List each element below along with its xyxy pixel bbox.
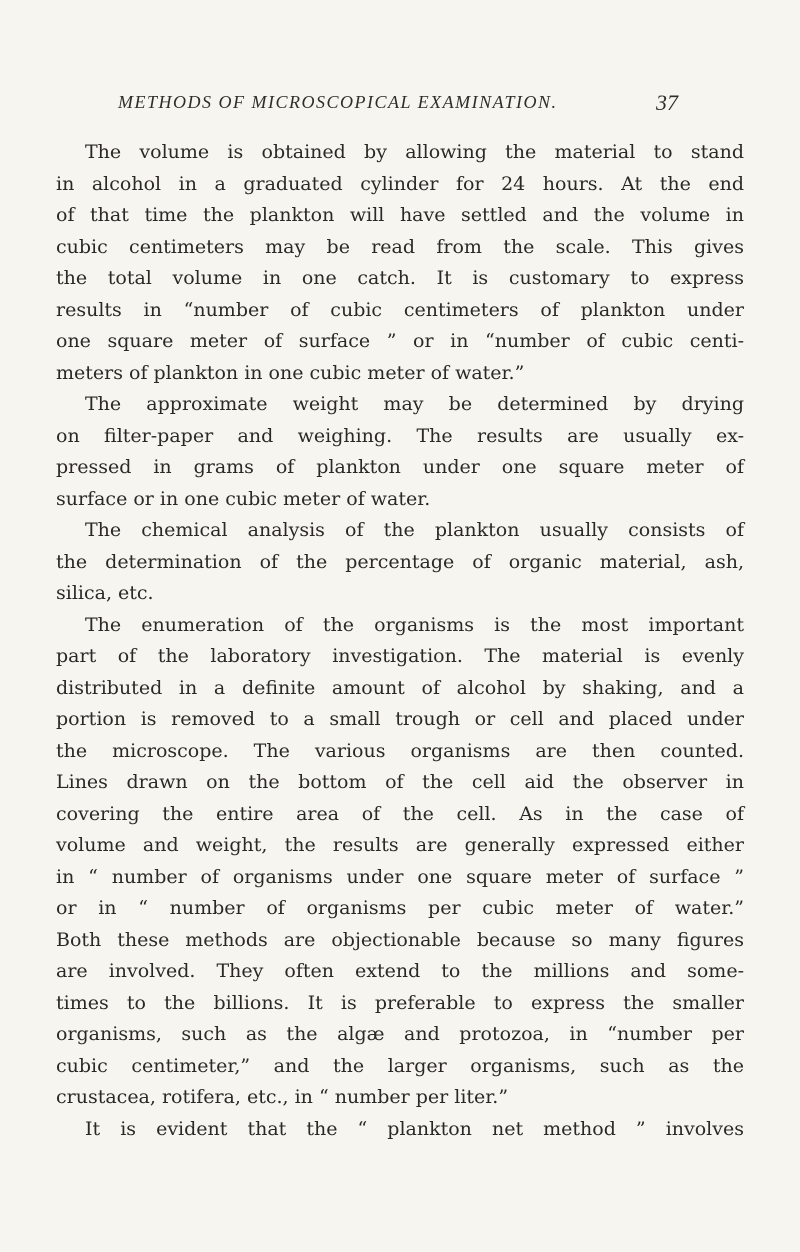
text-line: of that time the plankton will have settled and the volume in — [56, 204, 744, 226]
text-line: The volume is obtained by allowing the material to stand — [85, 141, 744, 163]
text-line: meters of plankton in one cubic meter of water.” — [56, 361, 525, 384]
text-line: It is evident that the “ plankton net method ” involves — [85, 1117, 744, 1140]
text-line: The enumeration of the organisms is the most important — [85, 613, 744, 636]
text-line: results in “number of cubic centimeters of plankton under — [56, 298, 744, 321]
text-line: part of the laboratory investigation. The material is evenly — [56, 645, 744, 667]
text-line: on filter-paper and weighing. The results are usually ex- — [56, 424, 744, 447]
text-line: The chemical analysis of the plankton usually consists of — [85, 519, 744, 541]
text-line: surface or in one cubic meter of water. — [56, 487, 431, 510]
text-line: The approximate weight may be determined by drying — [85, 393, 744, 415]
text-line: organisms, such as the algæ and protozoa, in “number per — [56, 1023, 744, 1045]
text-line: one square meter of surface ” or in “number of cubic centi- — [56, 330, 744, 352]
running-header — [118, 92, 678, 122]
text-line: in alcohol in a graduated cylinder for 24 hours. At the end — [56, 172, 744, 195]
text-line: are involved. They often extend to the millions and some- — [56, 960, 744, 982]
text-line: portion is removed to a small trough or cell and placed under — [56, 708, 744, 730]
text-line: silica, etc. — [56, 582, 154, 604]
text-line: the total volume in one catch. It is customary to express — [56, 267, 744, 289]
text-line: Both these methods are objectionable because so many figures — [56, 928, 744, 951]
text-line: cubic centimeter,” and the larger organisms, such as the — [56, 1054, 744, 1077]
body-text — [56, 137, 744, 1145]
running-title: METHODS OF MICROSCOPICAL EXAMINATION. — [118, 92, 558, 112]
text-line: covering the entire area of the cell. As in the case of — [56, 802, 744, 825]
text-line: Lines drawn on the bottom of the cell aid the observer in — [56, 771, 744, 793]
text-line: in “ number of organisms under one square meter of surface ” — [56, 865, 744, 888]
text-line: times to the billions. It is preferable to express the smaller — [56, 991, 744, 1014]
text-line: volume and weight, the results are generally expressed either — [56, 834, 744, 856]
page-number: 37 — [656, 90, 678, 115]
text-line: crustacea, rotifera, etc., in “ number per liter.” — [56, 1086, 509, 1108]
text-line: or in “ number of organisms per cubic meter of water.” — [56, 897, 744, 919]
text-line: distributed in a definite amount of alcohol by shaking, and a — [56, 676, 744, 699]
text-line: pressed in grams of plankton under one square meter of — [56, 456, 744, 478]
text-line: the determination of the percentage of organic material, ash, — [56, 550, 744, 573]
text-line: the microscope. The various organisms are then counted. — [56, 739, 744, 762]
text-line: cubic centimeters may be read from the scale. This gives — [56, 235, 744, 258]
